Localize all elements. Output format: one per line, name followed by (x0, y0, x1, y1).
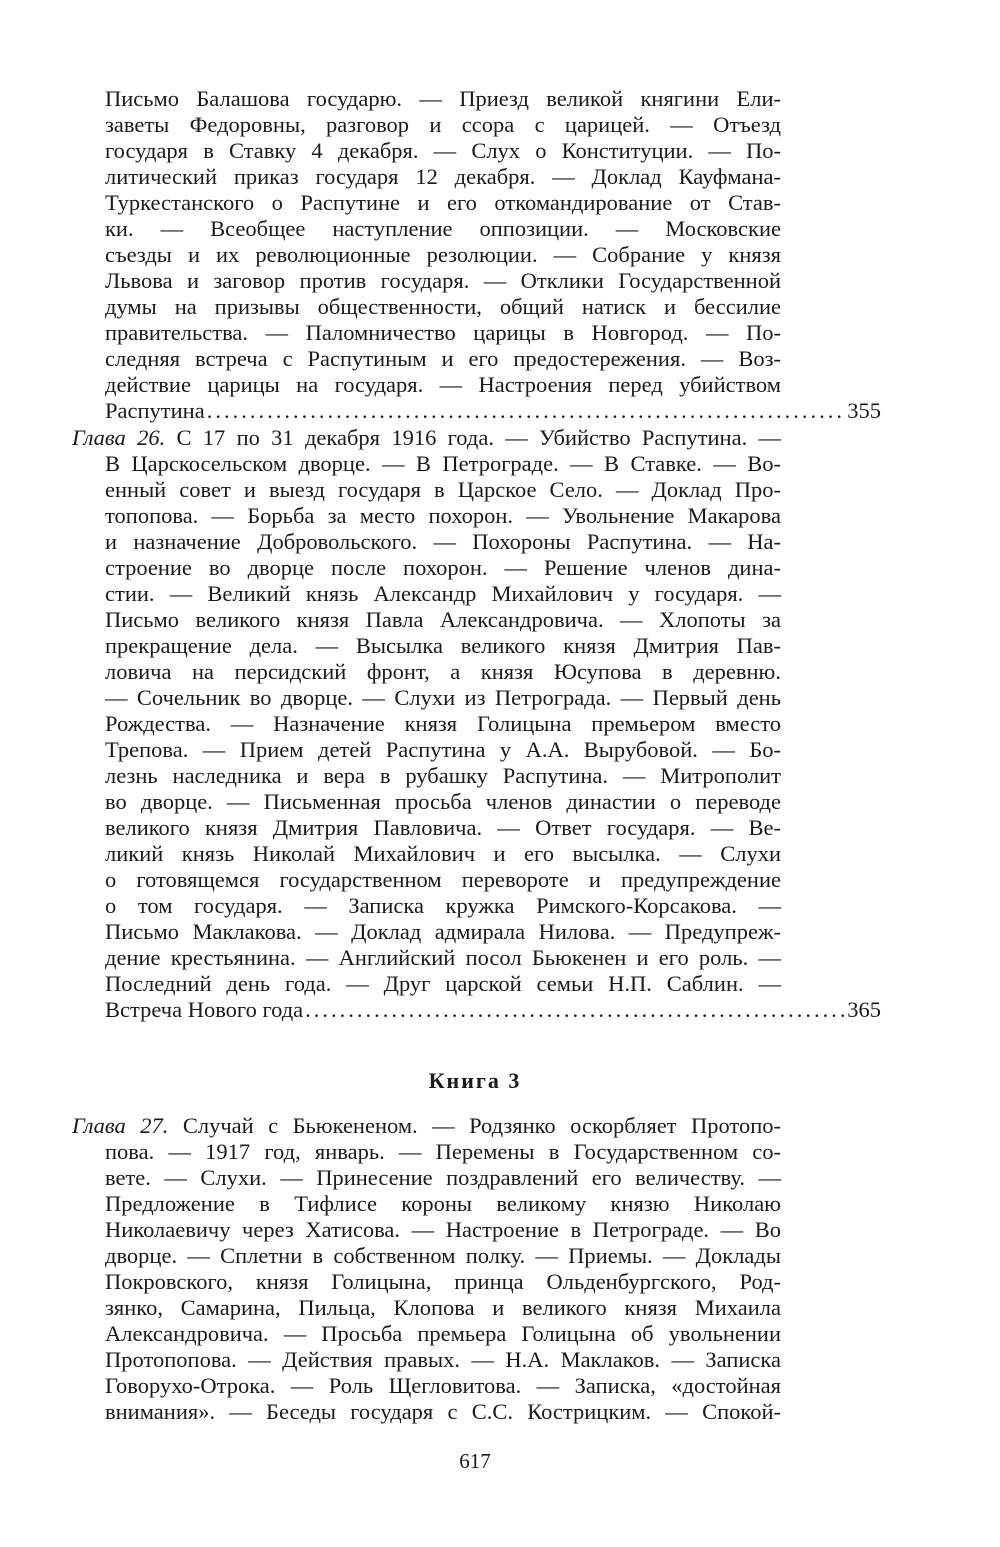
toc-line: пова. — 1917 год, январь. — Перемены в Государственном со- (105, 1139, 781, 1164)
toc-line: Письмо Балашова государю. — Приезд великой княгини Ели- (105, 86, 781, 111)
toc-leader-line (105, 398, 881, 424)
toc-line: ки. — Всеобщее наступление оппозиции. — Московские (105, 216, 781, 241)
toc-line: топопова. — Борьба за место похорон. — Увольнение Макарова (105, 503, 781, 528)
toc-line: ликий князь Николай Михайлович и его высылка. — Слухи (105, 841, 781, 866)
toc-line-first (72, 1113, 781, 1139)
toc-line: литический приказ государя 12 декабря. — Доклад Кауфмана- (105, 164, 781, 189)
book-heading: Книга 3 (428, 1068, 522, 1093)
toc-line: Протопопова. — Действия правых. — Н.А. Маклаков. — Записка (105, 1347, 781, 1372)
dot-leader (207, 398, 846, 424)
toc-line: дение крестьянина. — Английский посол Бьюкенен и его роль. — (105, 945, 781, 970)
toc-line: съезды и их революционные резолюции. — Собрание у князя (105, 242, 781, 267)
chapter-label: Глава 26. (72, 425, 166, 450)
toc-line: Николаевичу через Хатисова. — Настроение в Петрограде. — Во (105, 1217, 781, 1242)
toc-line: и назначение Добровольского. — Похороны Распутина. — На- (105, 529, 781, 554)
toc-line: лезнь наследника и вера в рубашку Распутина. — Митрополит (105, 763, 781, 788)
toc-line: внимания». — Беседы государя с С.С. Кострицким. — Спокой- (105, 1399, 781, 1424)
toc-line: Говорухо-Отрока. — Роль Щегловитова. — Записка, «достойная (105, 1373, 781, 1398)
toc-line: Рождества. — Назначение князя Голицына премьером вместо (105, 711, 781, 736)
toc-line: енный совет и выезд государя в Царское Село. — Доклад Про- (105, 477, 781, 502)
toc-line: Александровича. — Просьба премьера Голицына об увольнении (105, 1321, 781, 1346)
toc-line: зянко, Самарина, Пильца, Клопова и великого князя Михаила (105, 1295, 781, 1320)
toc-line: Покровского, князя Голицына, принца Ольденбургского, Род- (105, 1269, 781, 1294)
toc-line: В Царскосельском дворце. — В Петрограде. — В Ставке. — Во- (105, 451, 781, 476)
toc-line: — Сочельник во дворце. — Слухи из Петрограда. — Первый день (105, 685, 781, 710)
toc-line-end: Встреча Нового года (105, 997, 304, 1022)
toc-line: вете. — Слухи. — Принесение поздравлений его величеству. — (105, 1165, 781, 1190)
chapter-summary-start: С 17 по 31 декабря 1916 года. — Убийство Распутина. — (165, 425, 781, 450)
toc-line: заветы Федоровны, разговор и ссора с царицей. — Отъезд (105, 112, 781, 137)
toc-line: правительства. — Паломничество царицы в Новгород. — По- (105, 320, 781, 345)
toc-line-first (72, 425, 781, 451)
toc-line: Последний день года. — Друг царской семьи Н.П. Саблин. — (105, 971, 781, 996)
page-ref: 355 (847, 398, 881, 423)
chapter-summary-start: Случай с Бьюкененом. — Родзянко оскорбляет Протопо- (168, 1113, 781, 1138)
toc-line: дворце. — Сплетни в собственном полку. — Приемы. — Доклады (105, 1243, 781, 1268)
toc-line: Письмо Маклакова. — Доклад адмирала Нилова. — Предупреж- (105, 919, 781, 944)
toc-line: ловича на персидский фронт, а князя Юсупова в деревню. (105, 659, 781, 684)
page-number: 617 (459, 1449, 491, 1473)
toc-line: во дворце. — Письменная просьба членов династии о переводе (105, 789, 781, 814)
toc-line: Трепова. — Прием детей Распутина у А.А. Вырубовой. — Бо- (105, 737, 781, 762)
page-ref: 365 (847, 997, 881, 1022)
toc-line: о готовящемся государственном перевороте и предупреждение (105, 867, 781, 892)
toc-line: строение во дворце после похорон. — Решение членов дина- (105, 555, 781, 580)
toc-line: думы на призывы общественности, общий натиск и бессилие (105, 294, 781, 319)
toc-line-end: Распутина (105, 398, 205, 423)
toc-line: действие царицы на государя. — Настроения перед убийством (105, 372, 781, 397)
toc-line: великого князя Дмитрия Павловича. — Ответ государя. — Ве- (105, 815, 781, 840)
toc-line: государя в Ставку 4 декабря. — Слух о Конституции. — По- (105, 138, 781, 163)
toc-leader-line (105, 997, 881, 1023)
chapter-label: Глава 27. (72, 1113, 169, 1138)
toc-line: о том государя. — Записка кружка Римского-Корсакова. — (105, 893, 781, 918)
toc-line: прекращение дела. — Высылка великого князя Дмитрия Пав- (105, 633, 781, 658)
toc-line: стии. — Великий князь Александр Михайлович у государя. — (105, 581, 781, 606)
toc-line: Письмо великого князя Павла Александровича. — Хлопоты за (105, 607, 781, 632)
toc-line: Львова и заговор против государя. — Отклики Государственной (105, 268, 781, 293)
dot-leader (305, 997, 845, 1023)
toc-line: Туркестанского о Распутине и его откомандирование от Став- (105, 190, 781, 215)
toc-line: следняя встреча с Распутиным и его предостережения. — Воз- (105, 346, 781, 371)
toc-line: Предложение в Тифлисе короны великому князю Николаю (105, 1191, 781, 1216)
